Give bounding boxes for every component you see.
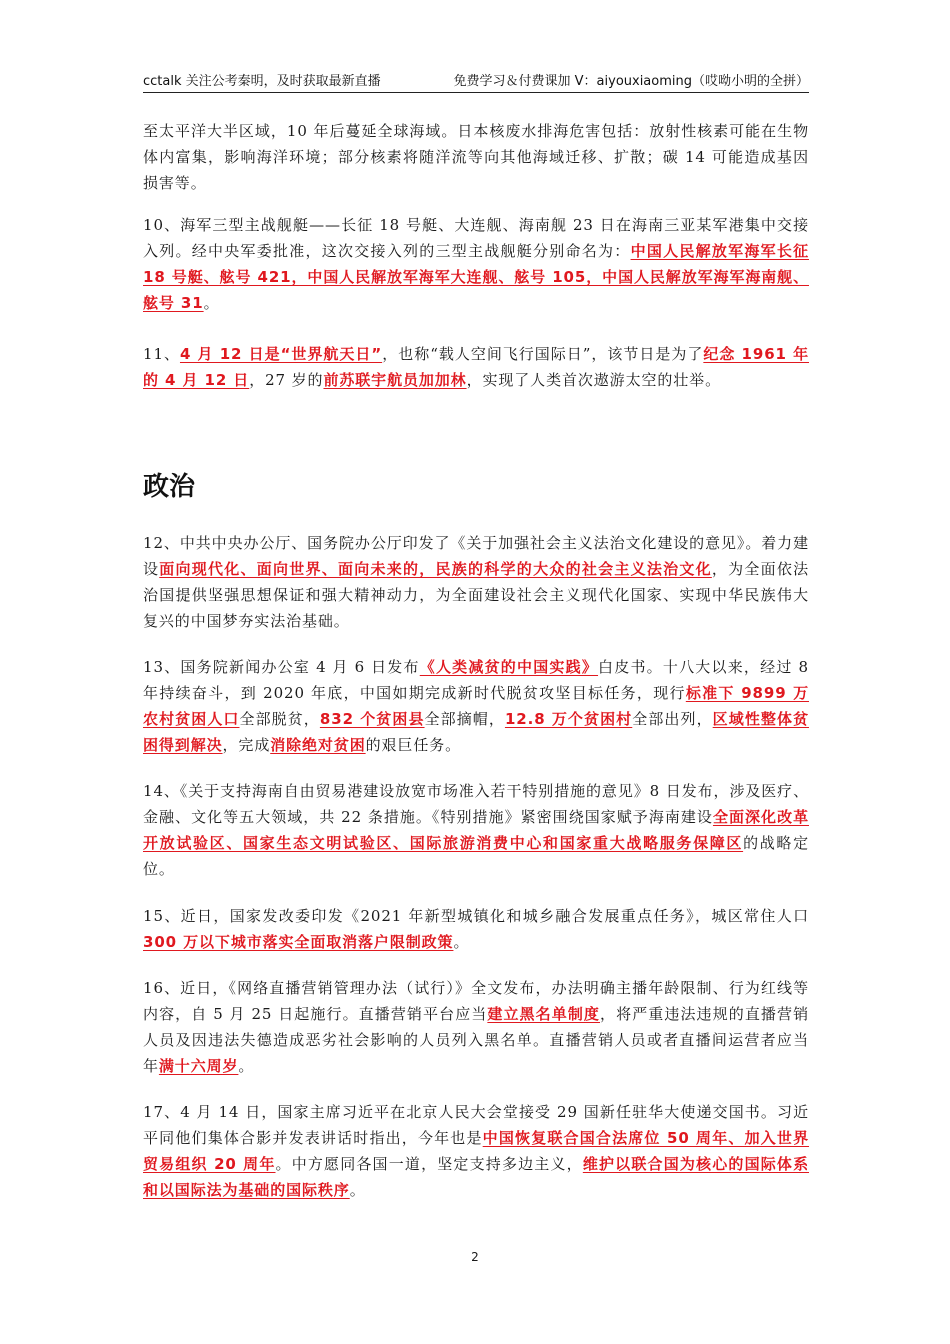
text: 17、4 月 14 日，国家主席习近平在北京人民大会堂接受 29 国新任驻华大使递交国书。习近平同他们集体合影并发表讲话时指出，今年也是 — [143, 1103, 809, 1147]
highlight-text: 维护以联合国为核心的国际体系和以国际法为基础的国际秩序 — [143, 1155, 809, 1199]
page-number: 2 — [471, 1250, 479, 1264]
text: 。 — [453, 933, 470, 951]
text: 的战略定位。 — [143, 834, 810, 878]
highlight-text: 满十六周岁 — [158, 1057, 239, 1075]
highlight-text: 建立黑名单制度 — [487, 1005, 601, 1023]
text: 全部摘帽， — [424, 710, 505, 728]
text: 至太平洋大半区域，10 年后蔓延全球海域。日本核废水排海危害包括：放射性核素可能在生物体内富集，影响海洋环境；部分核素将随洋流等向其他海域迁移、扩散；碳 14 可能造成基因损害等。 — [143, 122, 809, 192]
text: 。 — [203, 294, 220, 312]
highlight-text: 832 个贫困县 — [319, 710, 425, 728]
text: 16、近日，《网络直播营销管理办法（试行）》全文发布，办法明确主播年龄限制、行为红线等内容，自 5 月 25 日起施行。直播营销平台应当 — [143, 979, 809, 1023]
text: 11、 — [143, 345, 180, 363]
text: ，为全面依法治国提供坚强思想保证和强大精神动力，为全面建设社会主义现代化国家、实现中华民族伟大复兴的中国梦夯实法治基础。 — [143, 560, 810, 630]
paragraph-11 — [143, 341, 809, 393]
paragraph-13 — [143, 654, 809, 758]
highlight-text: 标准下 9899 万农村贫困人口 — [143, 684, 809, 728]
text: 。 — [238, 1057, 255, 1075]
paragraph-14 — [143, 778, 809, 882]
highlight-text: 消除绝对贫困 — [270, 736, 366, 754]
header-left-text: cctalk 关注公考秦明，及时获取最新直播 — [143, 74, 381, 89]
highlight-text: 中国恢复联合国合法席位 50 周年、加入世界贸易组织 20 周年 — [143, 1129, 810, 1173]
paragraph-16 — [143, 975, 809, 1079]
text: 的艰巨任务。 — [365, 736, 462, 754]
text: 。中方愿同各国一道，坚定支持多边主义， — [275, 1155, 583, 1173]
text: 白皮书。十八大以来，经过 8 年持续奋斗，到 2020 年底，中国如期完成新时代脱贫攻坚目标任务，现行 — [143, 658, 809, 702]
paragraph-17 — [143, 1099, 809, 1203]
text: ，将严重违法违规的直播营销人员及因违法失德造成恶劣社会影响的人员列入黑名单。直播营销人员或者直播间运营者应当年 — [143, 1005, 809, 1075]
paragraph-12 — [143, 530, 809, 634]
paragraph-9-continued — [143, 118, 809, 196]
highlight-text: 全面深化改革开放试验区、国家生态文明试验区、国际旅游消费中心和国家重大战略服务保障区 — [143, 808, 809, 852]
highlight-text: 区域性整体贫困得到解决 — [143, 710, 809, 754]
highlight-text: 面向现代化、面向世界、面向未来的，民族的科学的大众的社会主义法治文化 — [159, 560, 712, 578]
header-right-text: 免费学习＆付费课加 V：aiyouxiaoming（哎呦小明的全拼） — [453, 74, 809, 89]
highlight-text: 4 月 12 日是“世界航天日” — [179, 345, 383, 363]
text: 12、中共中央办公厅、国务院办公厅印发了《关于加强社会主义法治文化建设的意见》。着力建设 — [143, 534, 809, 578]
page-header — [143, 70, 809, 93]
text: 全部脱贫， — [239, 710, 320, 728]
paragraph-15 — [143, 903, 809, 955]
highlight-text: 300 万以下城市落实全面取消落户限制政策 — [143, 933, 454, 951]
highlight-text: 12.8 万个贫困村 — [504, 710, 633, 728]
text: 13、国务院新闻办公室 4 月 6 日发布 — [143, 658, 420, 676]
text: 15、近日，国家发改委印发《2021 年新型城镇化和城乡融合发展重点任务》，城区常住人口 — [143, 907, 809, 925]
text: ，也称“载人空间飞行国际日”，该节日是为了 — [382, 345, 704, 363]
paragraph-10 — [143, 212, 809, 316]
text: 10、海军三型主战舰艇——长征 18 号艇、大连舰、海南舰 23 日在海南三亚某军港集中交接入列。经中央军委批准，这次交接入列的三型主战舰艇分别命名为： — [143, 216, 809, 260]
text: ，实现了人类首次遨游太空的壮举。 — [466, 371, 721, 389]
section-title-politics: 政治 — [143, 472, 196, 502]
highlight-text: 纪念 1961 年的 4 月 12 日 — [143, 345, 809, 389]
highlight-text: 中国人民解放军海军长征 18 号艇、舷号 421，中国人民解放军海军大连舰、舷号 105，中国人民解放军海军海南舰、舷号 31 — [143, 242, 809, 312]
text: 全部出列， — [632, 710, 713, 728]
text: ，完成 — [222, 736, 271, 754]
highlight-text: 《人类减贫的中国实践》 — [419, 658, 599, 676]
text: ，27 岁的 — [249, 371, 324, 389]
highlight-text: 前苏联宇航员加加林 — [323, 371, 467, 389]
text: 。 — [349, 1181, 366, 1199]
text: 14、《关于支持海南自由贸易港建设放宽市场准入若干特别措施的意见》8 日发布，涉及医疗、金融、文化等五大领域，共 22 条措施。《特别措施》紧密围绕国家赋予海南建设 — [143, 782, 809, 826]
